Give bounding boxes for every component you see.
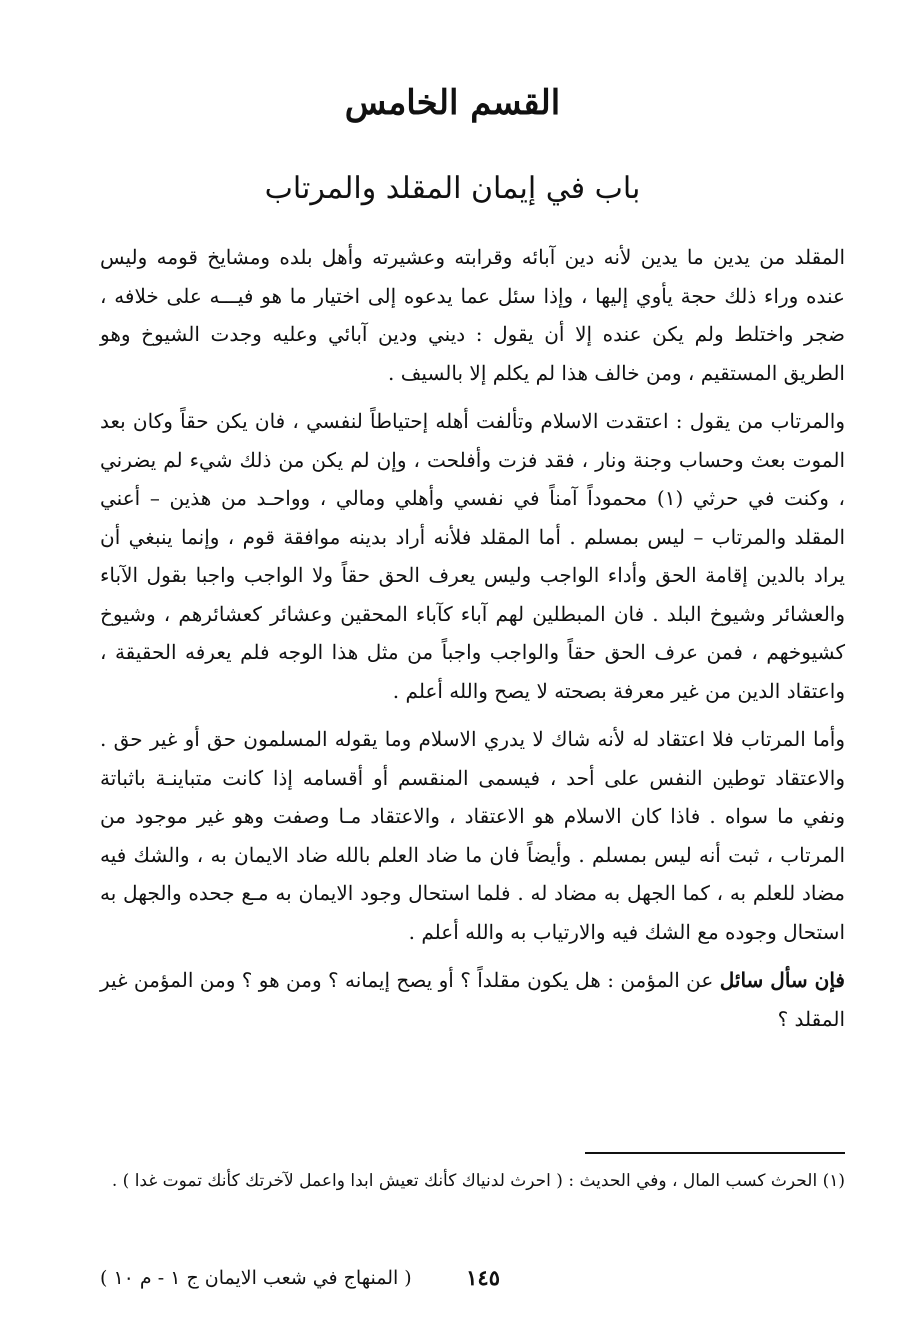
page-footer: [100, 1262, 845, 1294]
chapter-title: باب في إيمان المقلد والمرتاب: [264, 171, 641, 206]
page-number: ١٤٥: [466, 1265, 500, 1290]
body-text: [100, 238, 845, 1048]
question-rest: عن المؤمن : هل يكون مقلداً ؟ أو يصح إيمانه ؟ ومن هو ؟ ومن المؤمن غير المقلد ؟: [100, 968, 845, 1031]
section-title: القسم الخامس: [344, 83, 561, 123]
paragraph-question: [100, 961, 845, 1038]
running-footer: ( المنهاج في شعب الايمان ج ١ - م ١٠ ): [100, 1267, 412, 1289]
footnote: (١) الحرث كسب المال ، وفي الحديث : ( احرث لدنياك كأنك تعيش ابدا واعمل لآخرتك كأنك تموت غدا ) .: [111, 1171, 845, 1191]
paragraph-murtab: والمرتاب من يقول : اعتقدت الاسلام وتألفت أهله إحتياطاً لنفسي ، فان يكن حقاً وكان بعد الموت بعث وحساب وجنة ونار ، فقد فزت وأفلحت ، وإن لم يكن من ذلك شيء لم يضرني ، وكنت في حرثي (١) محموداً آمناً في نفسي وأهلي ومالي ، وواحـد من هذين – أعني المقلد والمرتاب – ليس بمسلم . أما المقلد فلأنه أراد بدينه موافقة قوم ، وإنما ينبغي أن يراد بالدين إقامة الحق وأداء الواجب وليس يعرف الحق حقاً ولا الواجب واجبا بقول الآباء والعشائر وشيوخ البلد . فان المبطلين لهم آباء كآباء المحقين وعشائر كعشائرهم ، وشيوخ كشيوخهم ، فمن عرف الحق حقاً والواجب واجباً من مثل هذا الوجه فلم يعرفه الحقيقة ، واعتقاد الدين من غير معرفة بصحته لا يصح والله أعلم .: [100, 409, 846, 703]
footnote-divider: [585, 1152, 845, 1154]
paragraph-muqallid: المقلد من يدين ما يدين لأنه دين آبائه وقرابته وعشيرته وأهل بلده ومشايخ قومه وليس عنده وراء ذلك حجة يأوي إليها ، وإذا سئل عما يدعوه إلى اختيار ما هو فيـــه على خلافه ، ضجر واختلط ولم يكن عنده إلا أن يقول : ديني ودين آبائي وعليه وجدت الشيوخ وهو الطريق المستقيم ، ومن خالف هذا لم يكلم إلا بالسيف .: [100, 245, 845, 385]
paragraph-murtab-belief: وأما المرتاب فلا اعتقاد له لأنه شاك لا يدري الاسلام وما يقوله المسلمون حق أو غير حق . والاعتقاد توطين النفس على أحد ، فيسمى المنقسم أو أقسامه إذا كانت متباينـة باثباتة ونفي ما سواه . فاذا كان الاسلام هو الاعتقاد ، والاعتقاد مـا وصفت وهو غير موجود من المرتاب ، ثبت أنه ليس بمسلم . وأيضاً فان ما ضاد العلم بالله ضاد الايمان به ، والشك فيه مضاد للعلم به ، كما الجهل به مضاد له . فلما استحال وجود الايمان به مـع جحده والجهل به استحال وجوده مع الشك فيه والارتياب به والله أعلم .: [100, 727, 845, 944]
question-lead: فإن سأل سائل: [719, 968, 845, 992]
